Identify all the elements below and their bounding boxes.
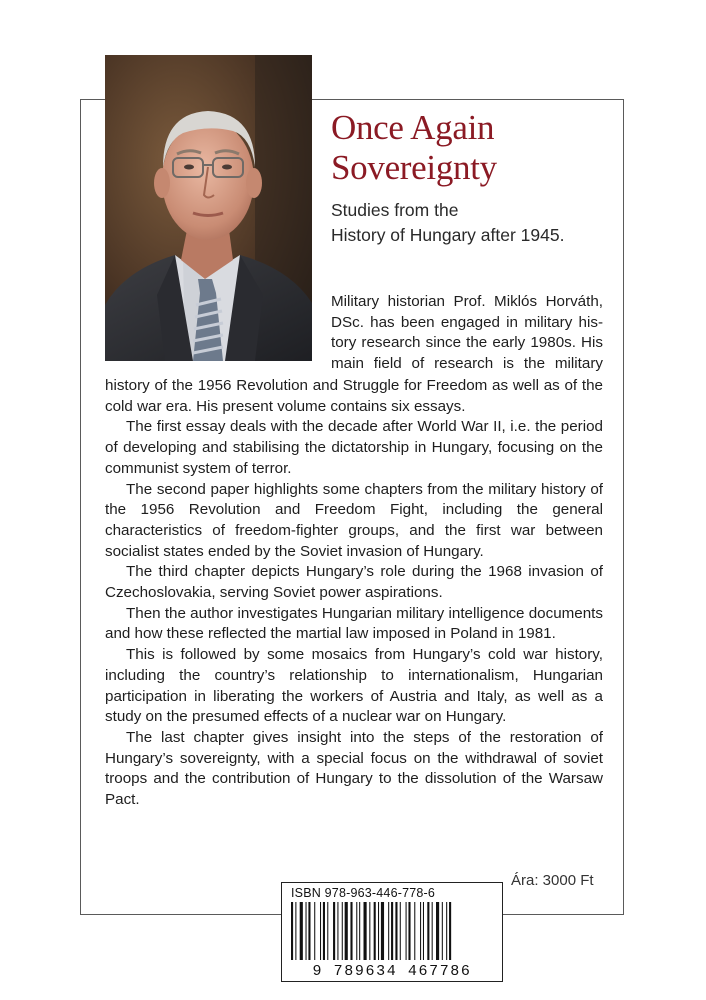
paragraph-1-continued: history of the 1956 Revolution and Struggle for Freedom as well as of the cold war era. His present volume contains six essays. — [105, 377, 603, 415]
paragraph-5: Then the author investigates Hungarian military intelligence documents and how these reflected the martial law imposed in Poland in 1981. — [105, 604, 603, 643]
paragraph-6: This is followed by some mosaics from Hungary’s cold war history, including the country’s relationship to internationalism, Hungarian participation in liberating the workers of Austria and Italy, as well as a study on the presumed effects of a nuclear war on Hungary. — [105, 646, 603, 726]
intro-line: DSc. has been engaged in military his- — [331, 313, 603, 331]
book-title-line1: Once Again — [331, 108, 495, 147]
intro-line: main field of research is the military — [331, 355, 603, 373]
paragraph-2: The first essay deals with the decade after World War II, i.e. the period of developing and stabilising the dictatorship in Hungary, focusing on the communist system of terror. — [105, 418, 603, 477]
intro-line: Military historian Prof. Miklós Horváth, — [331, 293, 603, 310]
blurb-body — [105, 376, 603, 811]
portrait-illustration — [105, 55, 312, 361]
intro-line: tory research since the early 1980s. His — [331, 334, 603, 352]
isbn-barcode — [281, 882, 503, 982]
isbn-label: ISBN 978-963-446-778-6 — [291, 886, 436, 900]
book-subtitle-line1: Studies from the — [331, 200, 459, 220]
paragraph-7: The last chapter gives insight into the steps of the restoration of Hungary’s sovereignty, with a special focus on the withdrawal of soviet troops and the contribution of Hungary to the dissolution of the Warsaw Pact. — [105, 728, 603, 809]
paragraph-3: The second paper highlights some chapters from the military history of the 1956 Revolution and Freedom Fight, including the general characteristics of freedom-fighter groups, and the first war between socialist states ended by the Soviet invasion of Hungary. — [105, 480, 603, 560]
author-portrait-photo — [105, 55, 312, 361]
book-subtitle-line2: History of Hungary after 1945. — [331, 225, 565, 245]
paragraph-4: The third chapter depicts Hungary’s role during the 1968 invasion of Czechoslovakia, serving Soviet power aspirations. — [105, 563, 603, 602]
barcode-bars-icon — [291, 902, 496, 960]
book-title-line2: Sovereignty — [331, 148, 497, 187]
price-label: Ára: 3000 Ft — [511, 872, 594, 889]
barcode-digits: 9 789634 467786 — [312, 963, 472, 980]
intro-paragraph-start — [331, 292, 603, 375]
book-subtitle — [331, 198, 631, 248]
book-title — [331, 108, 631, 188]
